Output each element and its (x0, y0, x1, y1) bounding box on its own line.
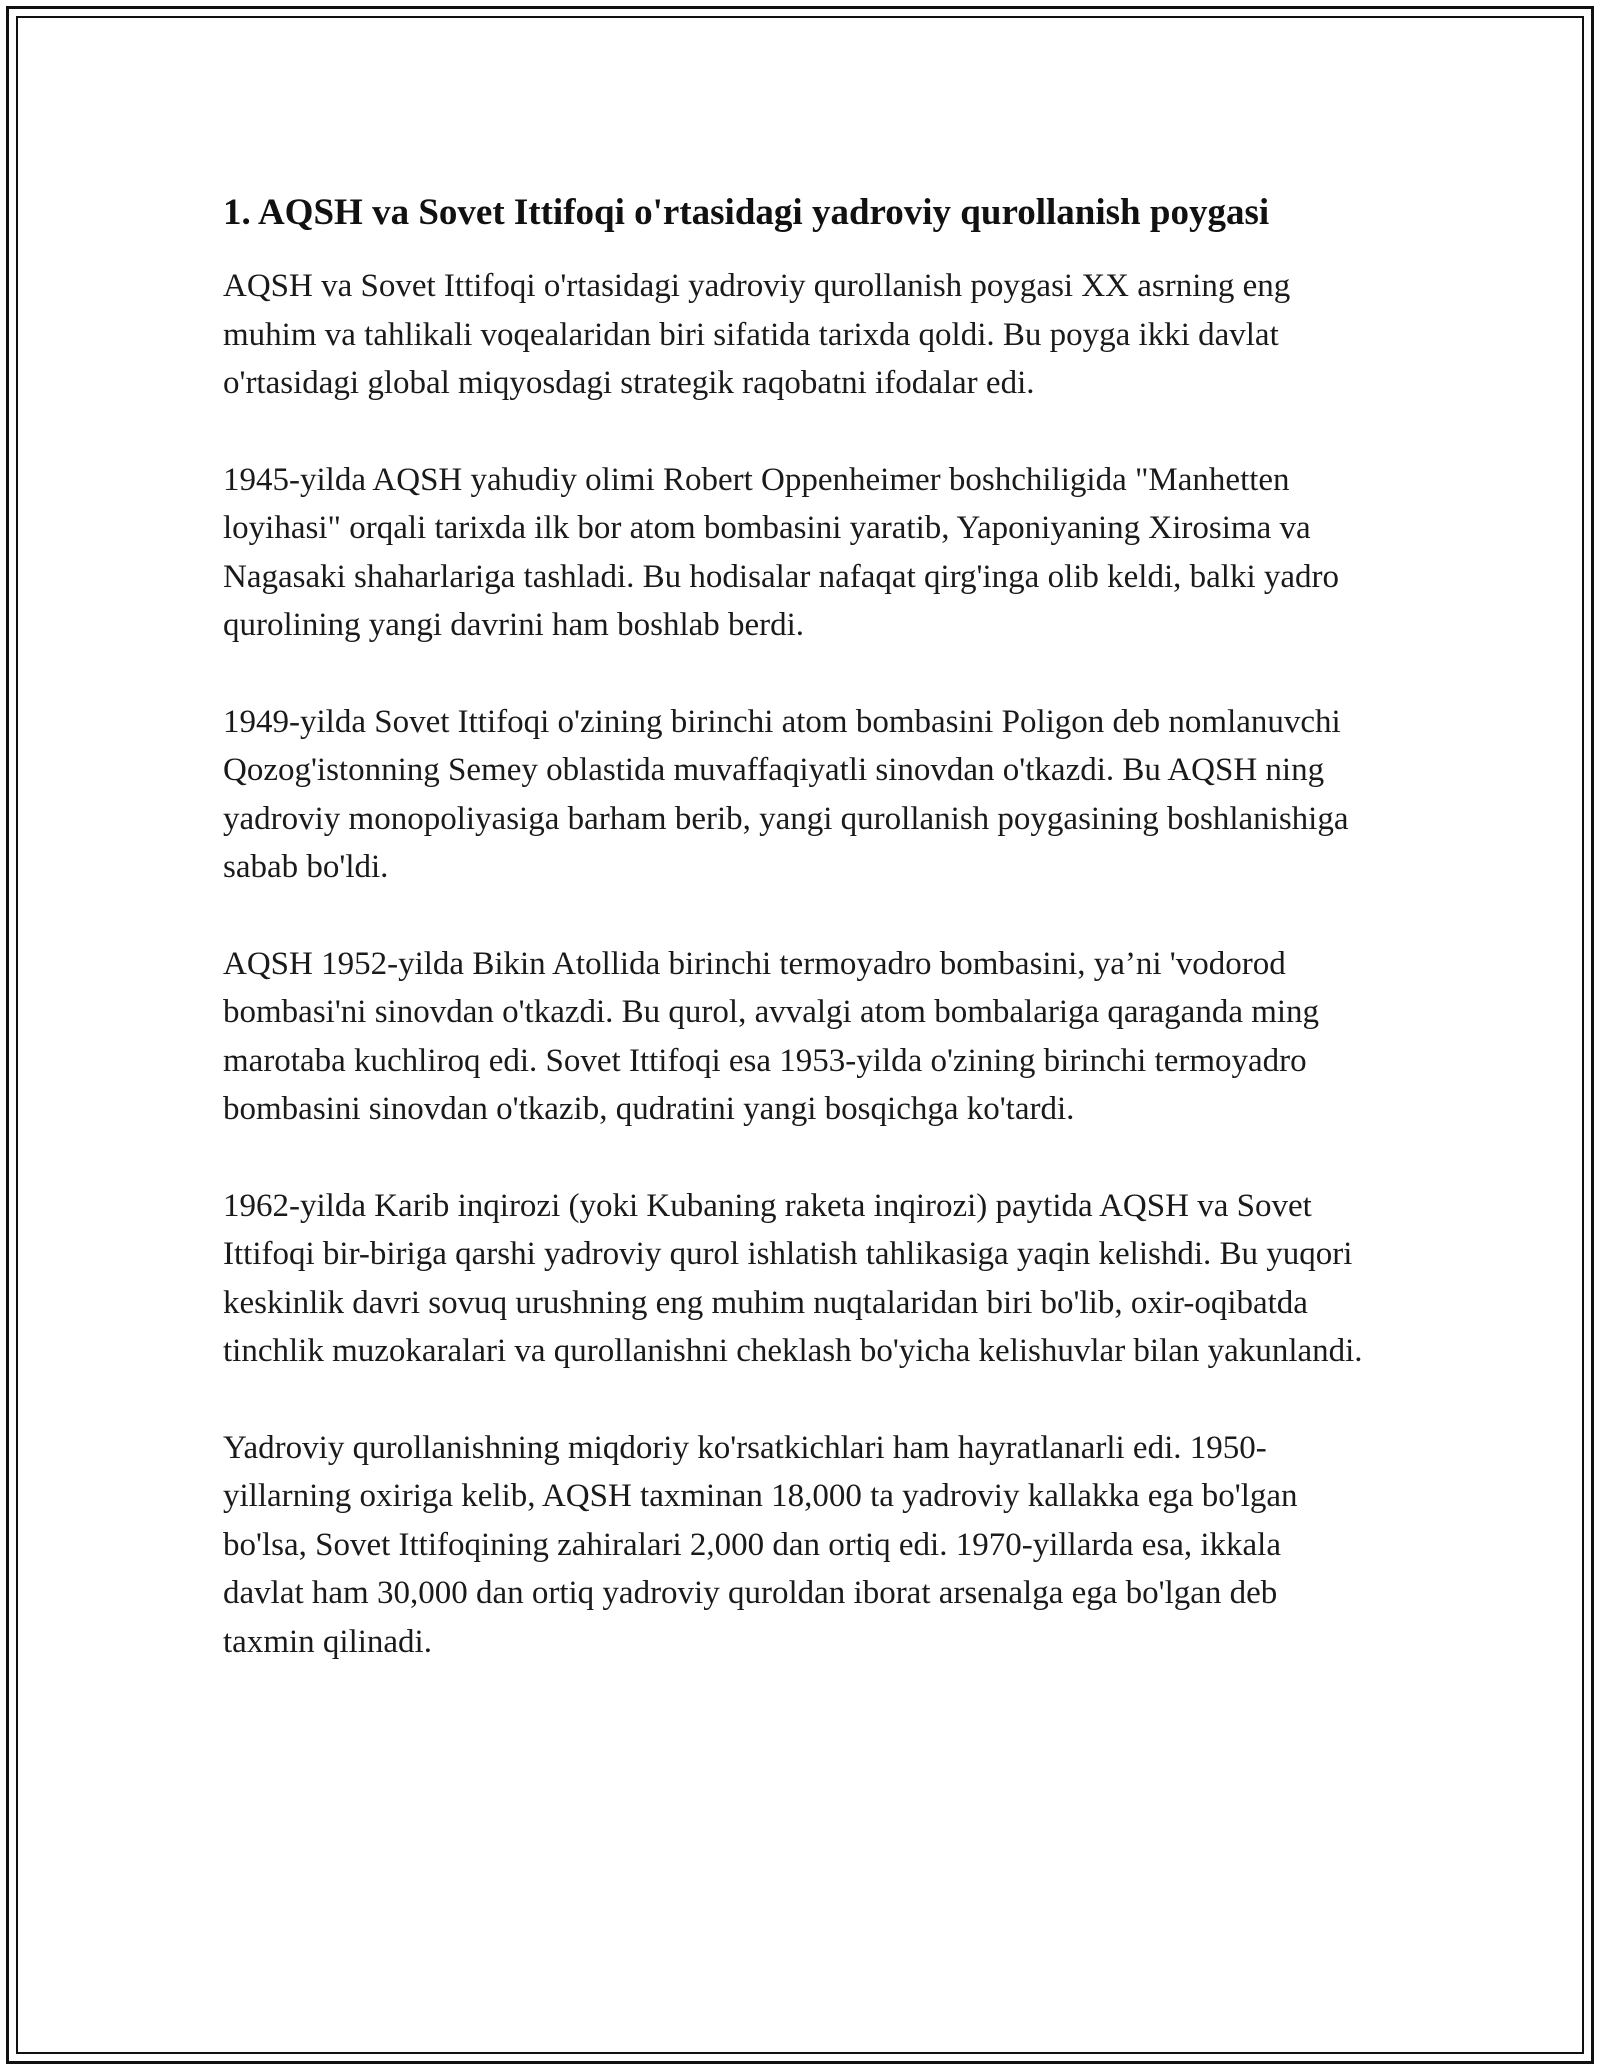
document-body (223, 185, 1363, 1714)
paragraph-1952: AQSH 1952-yilda Bikin Atollida birinchi termoyadro bombasini, ya’ni 'vodorod bombasi'ni sinovdan o'tkazdi. Bu qurol, avvalgi atom bombalariga qaraganda ming marotaba kuchliroq edi. Sovet Ittifoqi esa 1953-yilda o'zining birinchi termoyadro bombasini sinovdan o'tkazib, qudratini yangi bosqichga ko'tardi. (223, 945, 1320, 1127)
paragraph-1962: 1962-yilda Karib inqirozi (yoki Kubaning raketa inqirozi) paytida AQSH va Sovet Ittifoqi bir-biriga qarshi yadroviy qurol ishlatish tahlikasiga yaqin kelishdi. Bu yuqori keskinlik davri sovuq urushning eng muhim nuqtalaridan biri bo'lib, oxir-oqibatda tinchlik muzokaralari va qurollanishni cheklash bo'yicha kelishuvlar bilan yakunlandi. (223, 1187, 1363, 1369)
paragraph-intro: AQSH va Sovet Ittifoqi o'rtasidagi yadroviy qurollanish poygasi XX asrning eng muhim va tahlikali voqealaridan biri sifatida tarixda qoldi. Bu poyga ikki davlat o'rtasidagi global miqyosdagi strategik raqobatni ifodalar edi. (223, 268, 1291, 401)
paragraph-quantities: Yadroviy qurollanishning miqdoriy ko'rsatkichlari ham hayratlanarli edi. 1950-yillarning oxiriga kelib, AQSH taxminan 18,000 ta yadroviy kallakka ega bo'lgan bo'lsa, Sovet Ittifoqining zahiralari 2,000 dan ortiq edi. 1970-yillarda esa, ikkala davlat ham 30,000 dan ortiq yadroviy quroldan iborat arsenalga ega bo'lgan deb taxmin qilinadi. (223, 1429, 1298, 1660)
paragraph-1945: 1945-yilda AQSH yahudiy olimi Robert Oppenheimer boshchiligida "Manhetten loyihasi" orqali tarixda ilk bor atom bombasini yaratib, Yaponiyaning Xirosima va Nagasaki shaharlariga tashladi. Bu hodisalar nafaqat qirg'inga olib keldi, balki yadro qurolining yangi davrini ham boshlab berdi. (223, 461, 1340, 643)
document-title: 1. AQSH va Sovet Ittifoqi o'rtasidagi yadroviy qurollanish poygasi (223, 192, 1270, 233)
paragraph-1949: 1949-yilda Sovet Ittifoqi o'zining birinchi atom bombasini Poligon deb nomlanuvchi Qozog'istonning Semey oblastida muvaffaqiyatli sinovdan o'tkazdi. Bu AQSH ning yadroviy monopoliyasiga barham berib, yangi qurollanish poygasining boshlanishiga sabab bo'ldi. (223, 703, 1349, 885)
